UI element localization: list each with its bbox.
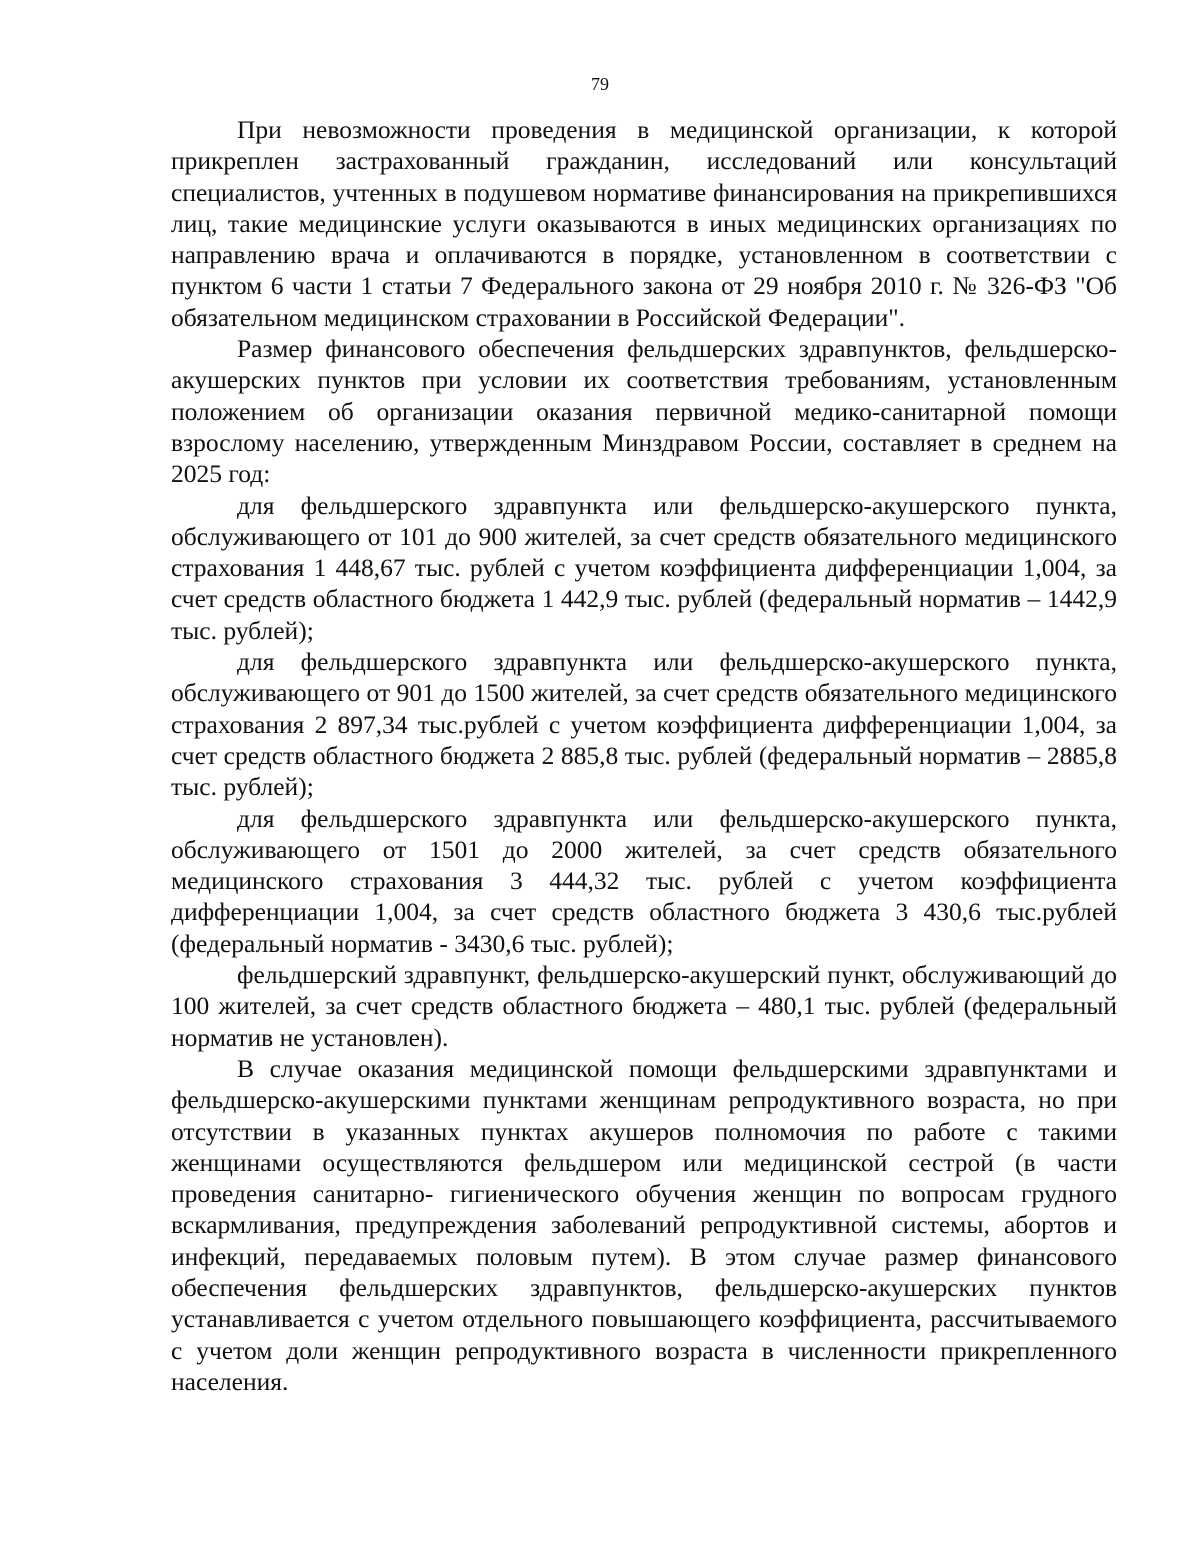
paragraph-referral-services: При невозможности проведения в медицинской организации, к которой прикреплен застрахованный гражданин, исследований или консультаций специалистов, учтенных в подушевом нормативе финансирования на прикрепившихся лиц, такие медицинские услуги оказываются в иных медицинских организациях по направлению врача и оплачиваются в порядке, установленном в соответствии с пунктом 6 части 1 статьи 7 Федерального закона от 29 ноября 2010 г. № 326-ФЗ "Об обязательном медицинском страховании в Российской Федерации". (171, 115, 1117, 332)
paragraph-funding-up-to-100: фельдшерский здравпункт, фельдшерско-акушерский пункт, обслуживающий до 100 жителей, за счет средств областного бюджета – 480,1 тыс. рублей (федеральный норматив не установлен). (171, 960, 1117, 1052)
paragraph-funding-1501-2000: для фельдшерского здравпункта или фельдшерско-акушерского пункта, обслуживающего от 1501 до 2000 жителей, за счет средств обязательного медицинского страхования 3 444,32 тыс. рублей с учетом коэффициента дифференциации 1,004, за счет средств областного бюджета 3 430,6 тыс.рублей (федеральный норматив - 3430,6 тыс. рублей); (171, 803, 1117, 958)
page-number: 79 (591, 74, 609, 94)
paragraph-funding-101-900: для фельдшерского здравпункта или фельдшерско-акушерского пункта, обслуживающего от 101 до 900 жителей, за счет средств обязательного медицинского страхования 1 448,67 тыс. рублей с учетом коэффициента дифференциации 1,004, за счет средств областного бюджета 1 442,9 тыс. рублей (федеральный норматив – 1442,9 тыс. рублей); (171, 490, 1117, 645)
paragraph-reproductive-age-women: В случае оказания медицинской помощи фельдшерскими здравпунктами и фельдшерско-акушерскими пунктами женщинам репродуктивного возраста, но при отсутствии в указанных пунктах акушеров полномочия по работе с такими женщинами осуществляются фельдшером или медицинской сестрой (в части проведения санитарно- гигиенического обучения женщин по вопросам грудного вскармливания, предупреждения заболеваний репродуктивной системы, абортов и инфекций, передаваемых половым путем). В этом случае размер финансового обеспечения фельдшерских здравпунктов, фельдшерско-акушерских пунктов устанавливается с учетом отдельного повышающего коэффициента, рассчитываемого с учетом доли женщин репродуктивного возраста в численности прикрепленного населения. (171, 1053, 1117, 1396)
document-body (171, 114, 1117, 1397)
paragraph-funding-901-1500: для фельдшерского здравпункта или фельдшерско-акушерского пункта, обслуживающего от 901 до 1500 жителей, за счет средств обязательного медицинского страхования 2 897,34 тыс.рублей с учетом коэффициента дифференциации 1,004, за счет средств областного бюджета 2 885,8 тыс. рублей (федеральный норматив – 2885,8 тыс. рублей); (171, 647, 1117, 802)
paragraph-funding-size-intro: Размер финансового обеспечения фельдшерских здравпунктов, фельдшерско-акушерских пунктов при условии их соответствия требованиям, установленным положением об организации оказания первичной медико-санитарной помощи взрослому населению, утвержденным Минздравом России, составляет в среднем на 2025 год: (171, 334, 1117, 489)
